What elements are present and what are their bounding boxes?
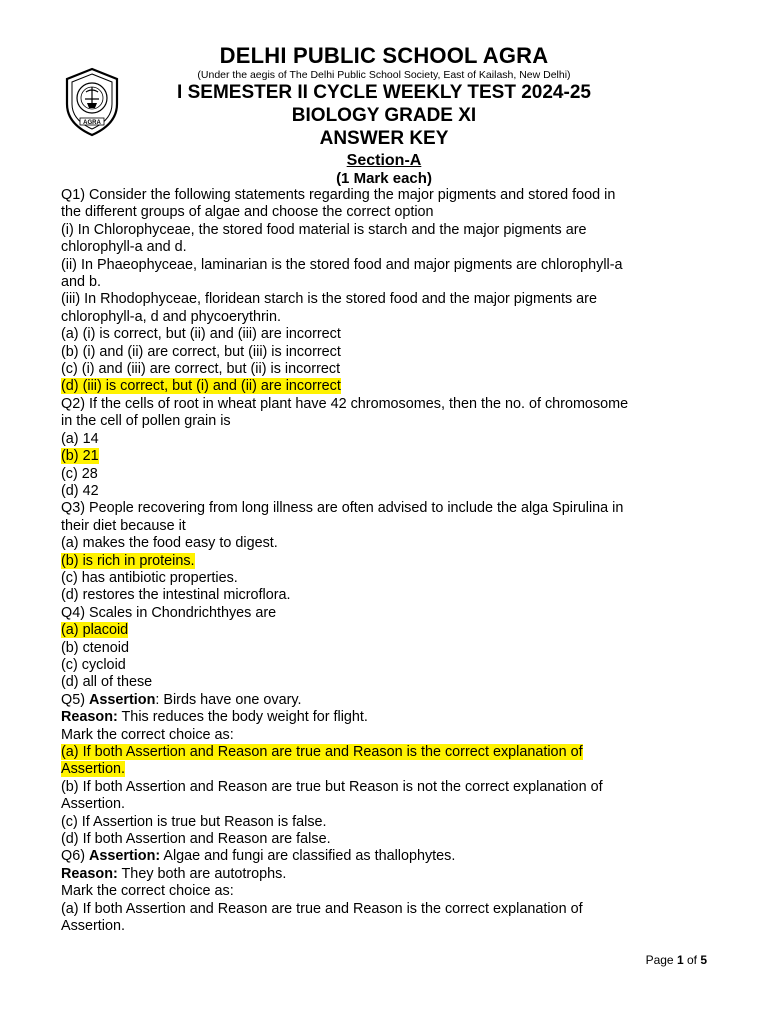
q4-option: (c) cycloid xyxy=(61,656,126,673)
q4-text-line: Q4) Scales in Chondrichthyes are xyxy=(61,604,277,621)
page-number: Page 1 of 5 xyxy=(645,953,707,967)
q5-option: (b) If both Assertion and Reason are true but Reason is not the correct explanation of xyxy=(61,778,603,795)
q3-text-line: their diet because it xyxy=(61,517,186,534)
q6-reason-line: Reason: They both are autotrophs. xyxy=(61,865,287,882)
q2-option: (d) 42 xyxy=(61,482,99,499)
q5-assertion-line: Q5) Assertion: Birds have one ovary. xyxy=(61,691,302,708)
q3-text-line: Q3) People recovering from long illness are often advised to include the alga Spirulina in xyxy=(61,500,624,517)
q1-statement-line: chlorophyll-a, d and phycoerythrin. xyxy=(61,308,281,325)
q5-option: Assertion. xyxy=(61,796,125,813)
q5-option: (d) If both Assertion and Reason are false. xyxy=(61,831,331,848)
q6-assertion-line: Q6) Assertion: Algae and fungi are classified as thallophytes. xyxy=(61,848,456,865)
q1-option: (c) (i) and (iii) are correct, but (ii) is incorrect xyxy=(61,361,341,378)
aegis-line: (Under the aegis of The Delhi Public School Society, East of Kailash, New Delhi) xyxy=(197,69,571,81)
q2-correct-answer: (b) 21 xyxy=(61,448,99,465)
q6-instruction: Mark the correct choice as: xyxy=(61,883,234,900)
q1-option: (b) (i) and (ii) are correct, but (iii) is incorrect xyxy=(61,343,341,360)
q6-option: (a) If both Assertion and Reason are true and Reason is the correct explanation of xyxy=(61,900,583,917)
q6-option: Assertion. xyxy=(61,918,125,935)
q1-option: (a) (i) is correct, but (ii) and (iii) are incorrect xyxy=(61,326,341,343)
q3-option: (a) makes the food easy to digest. xyxy=(61,535,278,552)
q1-statement-line: and b. xyxy=(61,274,102,291)
q2-text-line: in the cell of pollen grain is xyxy=(61,413,231,430)
q4-option: (b) ctenoid xyxy=(61,639,129,656)
q5-correct-answer: (a) If both Assertion and Reason are true and Reason is the correct explanation of xyxy=(61,744,583,760)
q3-option: (d) restores the intestinal microflora. xyxy=(61,587,291,604)
q1-text-line: Q1) Consider the following statements regarding the major pigments and stored food in xyxy=(61,187,616,203)
subject-title: BIOLOGY GRADE XI xyxy=(291,105,477,126)
q1-correct-answer: (d) (iii) is correct, but (i) and (ii) are incorrect xyxy=(61,378,341,395)
q2-option: (c) 28 xyxy=(61,465,98,482)
q5-option: (c) If Assertion is true but Reason is false. xyxy=(61,813,327,830)
q5-instruction: Mark the correct choice as: xyxy=(61,726,234,743)
answer-key-title: ANSWER KEY xyxy=(319,128,449,149)
q2-text-line: Q2) If the cells of root in wheat plant have 42 chromosomes, then the no. of chromosome xyxy=(61,395,629,412)
q3-correct-answer: (b) is rich in proteins. xyxy=(61,552,195,569)
questions-body xyxy=(61,187,711,935)
q4-option: (d) all of these xyxy=(61,674,153,691)
q1-statement-line: (i) In Chlorophyceae, the stored food material is starch and the major pigments are xyxy=(61,221,587,238)
marks-note: (1 Mark each) xyxy=(336,170,432,187)
section-title: Section-A xyxy=(346,152,422,169)
q5-correct-answer-cont: Assertion. xyxy=(61,761,125,778)
q1-text-line: the different groups of algae and choose the correct option xyxy=(61,204,434,221)
q3-option: (c) has antibiotic properties. xyxy=(61,569,238,586)
document-header xyxy=(0,42,768,188)
logo-label: AGRA xyxy=(83,120,101,126)
q1-statement-line: (ii) In Phaeophyceae, laminarian is the stored food and major pigments are chlorophyll-a xyxy=(61,256,623,273)
q5-reason-line: Reason: This reduces the body weight for flight. xyxy=(61,709,368,726)
q2-option: (a) 14 xyxy=(61,430,99,447)
q4-correct-answer: (a) placoid xyxy=(61,622,129,639)
q1-statement-line: chlorophyll-a and d. xyxy=(61,239,187,256)
test-title: I SEMESTER II CYCLE WEEKLY TEST 2024-25 xyxy=(177,82,591,103)
q1-statement-line: (iii) In Rhodophyceae, floridean starch is the stored food and the major pigments are xyxy=(61,291,597,308)
school-name: DELHI PUBLIC SCHOOL AGRA xyxy=(219,43,549,68)
